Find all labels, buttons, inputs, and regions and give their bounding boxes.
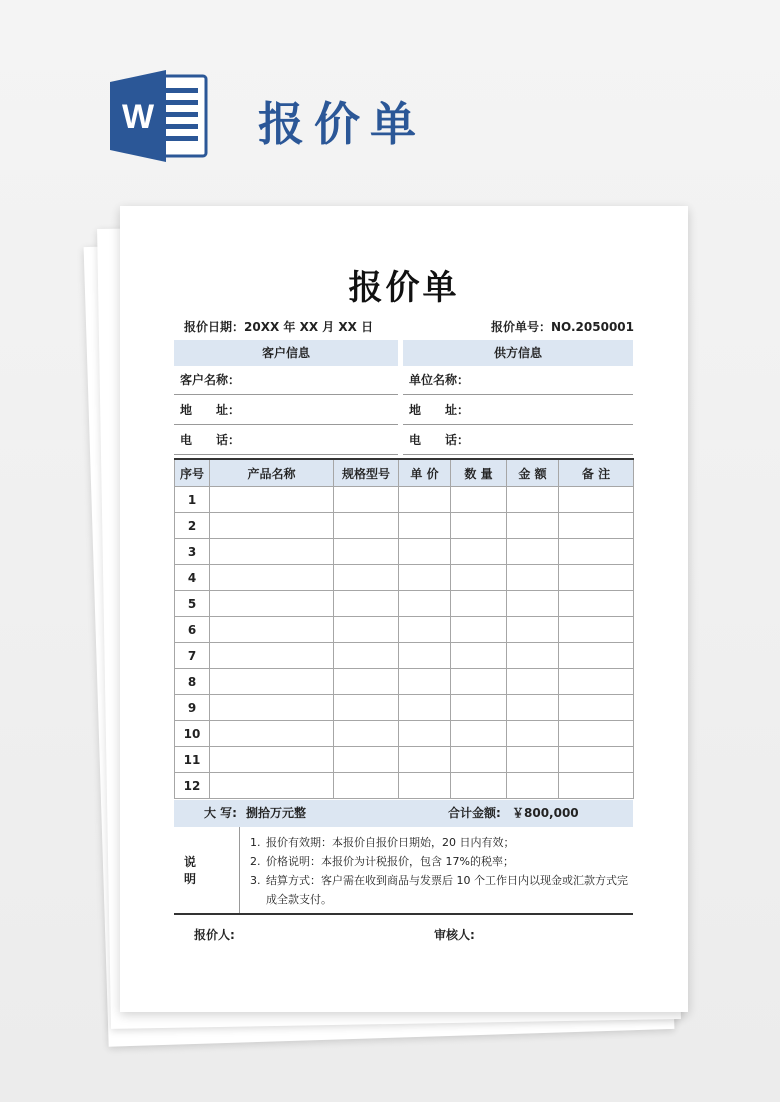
row-number: 4 (175, 565, 210, 591)
row-number: 3 (175, 539, 210, 565)
table-cell[interactable] (399, 487, 451, 513)
table-cell[interactable] (451, 695, 507, 721)
row-number: 5 (175, 591, 210, 617)
customer-phone-field[interactable]: 电 话： (174, 426, 398, 455)
table-cell[interactable] (507, 487, 559, 513)
number-label: 报价单号： (490, 320, 551, 334)
table-cell[interactable] (559, 539, 634, 565)
row-number: 12 (175, 773, 210, 799)
table-cell[interactable] (399, 773, 451, 799)
supplier-info-heading: 供方信息 (403, 340, 633, 366)
customer-name-field[interactable]: 客户名称： (174, 366, 398, 395)
table-cell[interactable] (507, 669, 559, 695)
note-number: 1. (250, 836, 261, 849)
table-cell[interactable] (334, 721, 399, 747)
table-cell[interactable] (507, 539, 559, 565)
table-cell[interactable] (507, 617, 559, 643)
table-row (175, 695, 634, 721)
table-cell[interactable] (507, 695, 559, 721)
notes-list (250, 833, 630, 909)
table-cell[interactable] (559, 513, 634, 539)
table-cell[interactable] (210, 773, 334, 799)
table-cell[interactable] (334, 747, 399, 773)
table-cell[interactable] (334, 513, 399, 539)
table-cell[interactable] (451, 565, 507, 591)
table-cell[interactable] (559, 643, 634, 669)
quotation-paper (120, 206, 688, 1012)
header-title: 报价单 (258, 97, 426, 151)
table-cell[interactable] (210, 747, 334, 773)
supplier-name-field[interactable]: 单位名称： (403, 366, 633, 395)
table-cell[interactable] (210, 591, 334, 617)
table-cell[interactable] (210, 695, 334, 721)
table-cell[interactable] (451, 487, 507, 513)
table-row (175, 747, 634, 773)
table-header-row (175, 459, 634, 487)
row-number: 9 (175, 695, 210, 721)
table-cell[interactable] (399, 591, 451, 617)
table-cell[interactable] (334, 617, 399, 643)
table-row (175, 539, 634, 565)
table-cell[interactable] (399, 565, 451, 591)
total-summary-bar (174, 800, 633, 827)
row-number: 6 (175, 617, 210, 643)
table-cell[interactable] (334, 643, 399, 669)
table-cell[interactable] (451, 591, 507, 617)
row-number: 2 (175, 513, 210, 539)
row-number: 1 (175, 487, 210, 513)
column-header-spec: 规格型号 (334, 459, 399, 487)
table-cell[interactable] (451, 721, 507, 747)
table-row (175, 721, 634, 747)
items-table-body (175, 487, 634, 799)
customer-info-heading: 客户信息 (174, 340, 398, 366)
note-item (250, 871, 630, 909)
note-text: 报价有效期：本报价自报价日期始，20 日内有效； (266, 836, 515, 849)
items-table (174, 458, 634, 799)
column-header-quantity: 数 量 (451, 459, 507, 487)
table-row (175, 591, 634, 617)
table-row (175, 487, 634, 513)
column-header-product: 产品名称 (210, 459, 334, 487)
table-cell[interactable] (559, 695, 634, 721)
capital-amount-label: 大 写: (204, 806, 237, 820)
row-number: 11 (175, 747, 210, 773)
table-cell[interactable] (334, 695, 399, 721)
table-cell[interactable] (451, 643, 507, 669)
table-cell[interactable] (399, 695, 451, 721)
date-label: 报价日期： (184, 320, 245, 334)
note-number: 2. (250, 855, 261, 868)
table-cell[interactable] (507, 721, 559, 747)
quoter-signature[interactable]: 报价人: (194, 928, 235, 942)
table-cell[interactable] (559, 721, 634, 747)
column-header-unit-price: 单 价 (399, 459, 451, 487)
total-amount-value: ￥800,000 (512, 806, 579, 820)
table-cell[interactable] (559, 747, 634, 773)
note-text: 结算方式：客户需在收到商品与发票后 10 个工作日内以现金或汇款方式完成全款支付。 (266, 874, 628, 906)
svg-text:W: W (121, 98, 155, 136)
customer-address-field[interactable]: 地 址： (174, 396, 398, 425)
supplier-address-field[interactable]: 地 址： (403, 396, 633, 425)
table-cell[interactable] (210, 721, 334, 747)
table-cell[interactable] (559, 669, 634, 695)
row-number: 8 (175, 669, 210, 695)
note-number: 3. (250, 874, 261, 887)
table-cell[interactable] (210, 539, 334, 565)
note-item (250, 852, 630, 871)
quote-number (491, 318, 634, 335)
table-cell[interactable] (399, 669, 451, 695)
table-cell[interactable] (451, 539, 507, 565)
table-cell[interactable] (210, 669, 334, 695)
table-row (175, 513, 634, 539)
note-item (250, 833, 630, 852)
note-text: 价格说明：本报价为计税报价，包含 17%的税率； (266, 855, 514, 868)
table-cell[interactable] (559, 773, 634, 799)
table-cell[interactable] (399, 539, 451, 565)
document-title: 报价单 (348, 268, 460, 308)
reviewer-signature[interactable]: 审核人: (434, 928, 475, 942)
supplier-phone-field[interactable]: 电 话： (403, 426, 633, 455)
row-number: 10 (175, 721, 210, 747)
row-number: 7 (175, 643, 210, 669)
table-row (175, 617, 634, 643)
total-amount-label: 合计金额: (448, 806, 501, 820)
table-cell[interactable] (399, 617, 451, 643)
table-cell[interactable] (334, 539, 399, 565)
capital-amount-value: 捌拾万元整 (246, 806, 307, 820)
table-cell[interactable] (210, 617, 334, 643)
column-header-remarks: 备 注 (559, 459, 634, 487)
table-cell[interactable] (451, 669, 507, 695)
word-icon (110, 70, 210, 162)
table-cell[interactable] (334, 487, 399, 513)
table-cell[interactable] (507, 773, 559, 799)
table-cell[interactable] (334, 565, 399, 591)
table-cell[interactable] (559, 565, 634, 591)
quote-date (184, 318, 373, 335)
table-cell[interactable] (210, 513, 334, 539)
table-row (175, 669, 634, 695)
table-cell[interactable] (334, 669, 399, 695)
table-row (175, 643, 634, 669)
table-cell[interactable] (334, 773, 399, 799)
table-cell[interactable] (559, 591, 634, 617)
column-header-amount: 金 额 (507, 459, 559, 487)
table-row (175, 773, 634, 799)
table-row (175, 565, 634, 591)
table-cell[interactable] (559, 487, 634, 513)
table-cell[interactable] (399, 747, 451, 773)
table-cell[interactable] (559, 617, 634, 643)
table-cell[interactable] (210, 565, 334, 591)
table-cell[interactable] (507, 513, 559, 539)
table-cell[interactable] (210, 643, 334, 669)
table-cell[interactable] (451, 773, 507, 799)
table-cell[interactable] (334, 591, 399, 617)
table-cell[interactable] (507, 747, 559, 773)
table-cell[interactable] (507, 643, 559, 669)
table-cell[interactable] (399, 643, 451, 669)
table-cell[interactable] (451, 513, 507, 539)
column-header-index: 序号 (175, 459, 210, 487)
table-cell[interactable] (507, 565, 559, 591)
table-cell[interactable] (399, 513, 451, 539)
notes-section (174, 827, 633, 915)
date-value: 20XX 年 XX 月 XX 日 (244, 320, 374, 334)
table-cell[interactable] (507, 591, 559, 617)
table-cell[interactable] (399, 721, 451, 747)
table-cell[interactable] (451, 617, 507, 643)
number-value: NO.2050001 (551, 320, 634, 334)
notes-label: 说明 (174, 827, 240, 913)
table-cell[interactable] (210, 487, 334, 513)
table-cell[interactable] (451, 747, 507, 773)
